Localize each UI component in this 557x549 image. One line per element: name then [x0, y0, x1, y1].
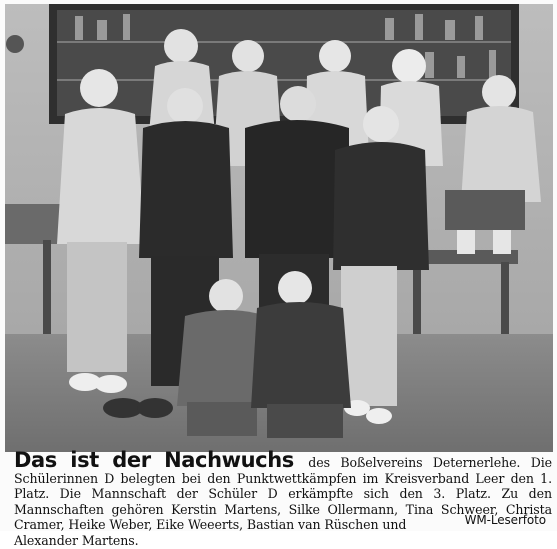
caption-headline: Das ist der Nachwuchs — [14, 448, 294, 472]
photo-illustration — [5, 4, 553, 452]
photo-caption — [14, 448, 553, 548]
group-photo — [5, 4, 553, 452]
caption-body: des Boßelvereins Deternerlehe. Die Schülerinnen D belegten bei den Punktwettkämpfen im Kreisverband Leer den 1. Platz. Die Mannschaft der Schüler D erkämpfte sich den 3. Platz. Zu den Mannschaften gehören Kerstin Martens, Silke Ollermann, Tina Schweer, Christa Cramer, Heike Weber, Eike Weeerts, Bastian van Rüschen und — [14, 455, 553, 533]
caption-body-end: Alexander Martens. — [14, 532, 139, 548]
photo-credit: WM-Leserfoto — [464, 513, 546, 528]
